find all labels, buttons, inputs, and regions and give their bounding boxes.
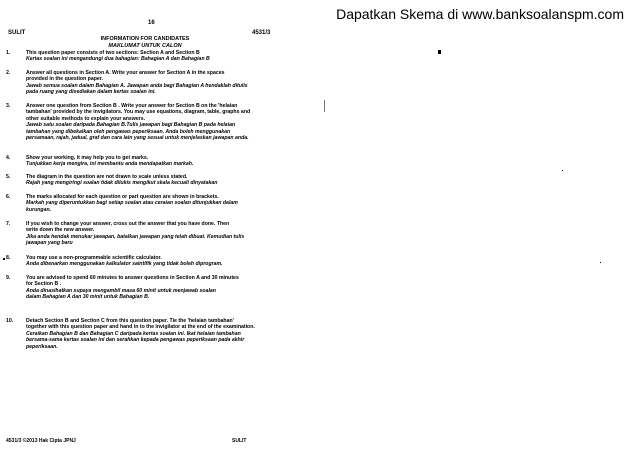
instruction-english-line: provided in the question paper. (26, 76, 103, 83)
instruction-malay-line: kurungan. (26, 206, 52, 213)
instruction-body (26, 221, 280, 247)
instruction-item (6, 103, 280, 141)
scan-mark (324, 100, 325, 112)
instruction-number: 7. (6, 221, 11, 227)
instruction-item (6, 174, 280, 187)
instruction-body (26, 50, 280, 63)
instruction-number: 6. (6, 194, 11, 200)
instruction-item (6, 70, 280, 96)
instruction-number: 3. (6, 103, 11, 109)
instruction-malay-line: Kertas soalan ini mengandungi dua bahagian: Bahagian A dan Bahagian B (26, 56, 210, 63)
instruction-english-line: together with this question paper and hand in to the invigilator at the end of the examination. (26, 324, 255, 331)
instruction-number: 5. (6, 174, 11, 180)
instruction-body (26, 70, 280, 96)
instruction-english-line: for Section B . (26, 281, 62, 288)
instruction-malay-line: Anda dibenarkan menggunakan kalkulator saintifik yang tidak boleh diprogram. (26, 261, 223, 268)
instruction-malay-line: Jawab semua soalan dalam Bahagian A. Jawapan anda bagi Bahagian A hendaklah ditulis (26, 82, 248, 89)
instruction-body (26, 103, 280, 141)
page-number: 16 (148, 20, 155, 26)
instruction-malay-line: Ceraikan Bahagian B dan Bahagian C daripada kertas soalan ini. Ikat helaian tambahan (26, 330, 241, 337)
instruction-english-line: Detach Section B and Section C from this question paper. Tie the 'helaian tambahan' (26, 318, 234, 324)
instruction-english-line: other suitable methods to explain your answers. (26, 115, 146, 122)
instruction-malay-line: Rajah yang mengiringi soalan tidak dilukis mengikut skala kecuali dinyatakan (26, 180, 218, 187)
instruction-malay-line: tambahan yang dibekalkan oleh pengawas peperiksaan. Anda boleh menggunakan (26, 128, 231, 135)
instruction-body (26, 255, 280, 268)
instruction-item (6, 155, 280, 168)
instruction-item (6, 221, 280, 247)
watermark-text: Dapatkan Skema di www.banksoalanspm.com (336, 6, 624, 22)
scan-speck (438, 50, 441, 54)
instruction-english-line: You may use a non-programmable scientific calculator. (26, 255, 162, 261)
instruction-malay-line: Tunjukkan kerja mengira, ini membantu anda mendapatkan markah. (26, 161, 194, 168)
instruction-number: 1. (6, 50, 11, 56)
page-title: INFORMATION FOR CANDIDATES (100, 36, 190, 42)
instruction-body (26, 318, 280, 350)
instruction-english-line: The diagram in the question are not drawn to scale unless stated. (26, 174, 188, 180)
scan-speck (3, 258, 5, 260)
instruction-english-line: Answer all questions in Section A. Write your answer for Section A in the spaces (26, 70, 225, 76)
instruction-english-line: You are advised to spend 60 minutes to answer questions in Section A and 30 minutes (26, 275, 239, 281)
instruction-body (26, 194, 280, 213)
instruction-malay-line: bersama-sama kertas soalan ini dan serahkan kepada pengawas peperiksaan pada akhir (26, 337, 245, 344)
page-subtitle: MAKLUMAT UNTUK CALON (108, 43, 182, 49)
instruction-english-line: The marks allocated for each question or part question are shown in brackets. (26, 194, 219, 200)
instruction-malay-line: dalam Bahagian A dan 30 minit untuk Bahagian B. (26, 294, 150, 301)
header-paper-code: 4531/3 (252, 30, 271, 36)
footer-sulit: SULIT (232, 438, 247, 444)
instruction-item (6, 194, 280, 213)
instruction-number: 8. (6, 255, 11, 261)
instruction-malay-line: persamaan, rajah, jadual, graf dan cara lain yang sesuai untuk menjelaskan jawapan anda. (26, 135, 249, 142)
footer-paper-code: 4531/3 ©2013 Hak Cipta JPNJ (6, 438, 76, 444)
instruction-number: 9. (6, 275, 11, 281)
instruction-english-line: write down the new answer. (26, 227, 95, 234)
instruction-malay-line: Jika anda hendak menukar jawapan, batalkan jawapan yang telah dibuat. Kemudian tulis (26, 233, 245, 240)
instruction-number: 2. (6, 70, 11, 76)
instruction-english-line: Show your working, it may help you to get marks. (26, 155, 149, 161)
scan-speck (600, 262, 601, 263)
instruction-item (6, 255, 280, 268)
instruction-item (6, 275, 280, 301)
instruction-malay-line: Markah yang diperuntukkan bagi setiap soalan atau ceraian soalan ditunjukkan dalam (26, 200, 238, 207)
instruction-item (6, 50, 280, 63)
scan-speck (562, 170, 563, 171)
instruction-malay-line: peperiksaan. (26, 343, 58, 350)
instruction-malay-line: pada ruang yang disediakan dalam kertas soalan ini. (26, 89, 156, 96)
instruction-body (26, 155, 280, 168)
instruction-number: 10. (6, 318, 14, 324)
instruction-malay-line: Anda dinasihatkan supaya mengambil masa 60 minit untuk menjawab soalan (26, 287, 216, 294)
instruction-english-line: tambahan' provided by the invigilators. You may use equations, diagram, table, graphs and (26, 109, 251, 116)
instruction-body (26, 174, 280, 187)
instruction-number: 4. (6, 155, 11, 161)
instruction-malay-line: Jawab satu soalan daripada Bahagian B.Tulis jawapan bagi Bahagian B pada helaian (26, 122, 236, 129)
instruction-body (26, 275, 280, 301)
instruction-english-line: Answer one question from Section B . Write your answer for Section B on the 'helaian (26, 103, 238, 109)
instruction-malay-line: jawapan yang baru (26, 240, 73, 247)
instruction-english-line: If you wish to change your answer, cross out the answer that you have done. Then (26, 221, 230, 227)
header-sulit: SULIT (8, 30, 26, 36)
instruction-item (6, 318, 280, 350)
instruction-english-line: This question paper consists of two sections: Section A and Section B (26, 50, 200, 56)
